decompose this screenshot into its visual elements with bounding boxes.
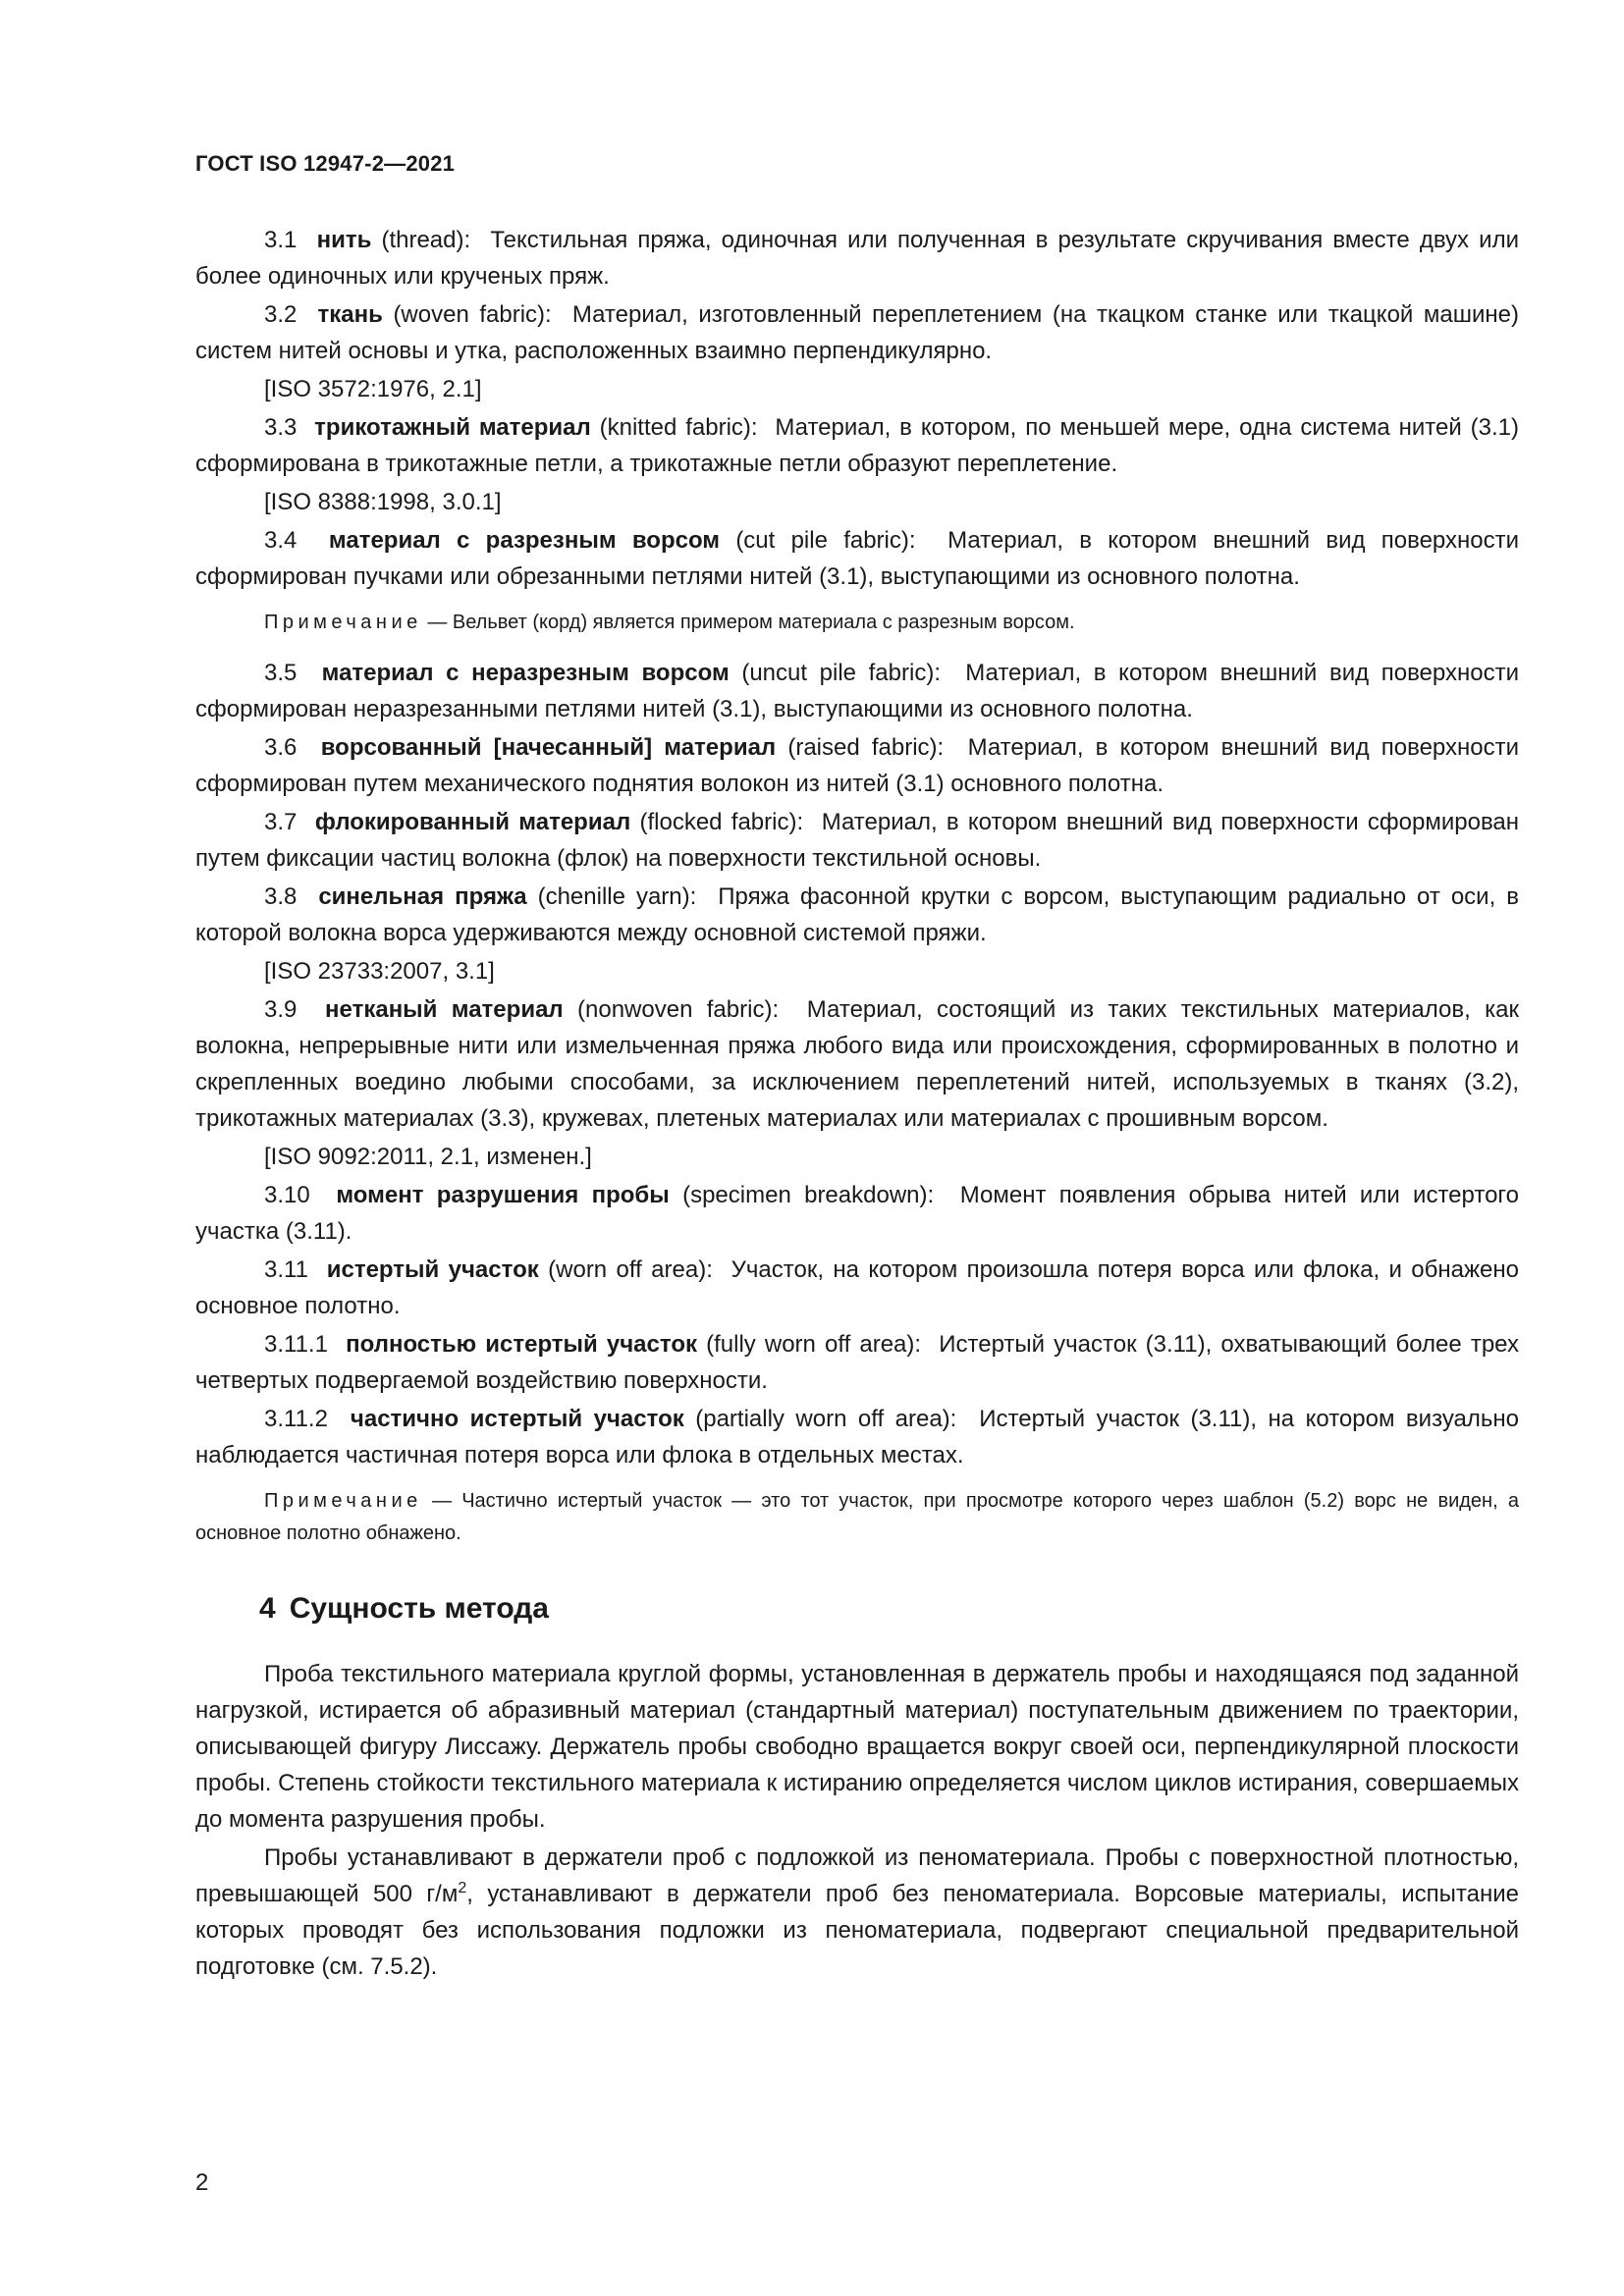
source-reference: [ISO 3572:1976, 2.1] [264, 376, 482, 402]
note-label: Примечание [264, 1490, 422, 1512]
superscript: 2 [458, 1880, 467, 1896]
standard-header: ГОСТ ISO 12947-2—2021 [195, 151, 456, 176]
term-english: (specimen breakdown): [682, 1182, 935, 1208]
term-english: (cut pile fabric): [735, 527, 916, 554]
term-number: 3.1 [264, 227, 298, 253]
term-3-11-2 [195, 1401, 1519, 1473]
term-3-8 [195, 879, 1519, 951]
term-definition: Текстильная пряжа, одиночная или полученная в результате скручивания вместе двух или более одиночных или крученых пряж. [195, 227, 1519, 290]
term-3-11-1 [195, 1326, 1519, 1399]
term-3-2 [195, 296, 1519, 369]
term-number: 3.5 [264, 660, 298, 686]
term-3-11 [195, 1252, 1519, 1324]
term-name: синельная пряжа [318, 883, 527, 910]
term-number: 3.6 [264, 734, 298, 761]
term-3-4 [195, 522, 1519, 595]
source-reference: [ISO 8388:1998, 3.0.1] [264, 489, 502, 515]
note-label: Примечание [264, 612, 422, 633]
page-content [195, 222, 1519, 1987]
term-definition: Материал, состоящий из таких текстильных материалов, как волокна, непрерывные нити или измельченная пряжа любого вида или происхождения, сформированных в полотно и скрепленных воедино любыми способами, за исключением переплетений нитей, используемых в тканях (3.2), трикотажных материалах (3.3), кружевах, плетеных материалах или материалах с прошивным ворсом. [195, 996, 1519, 1132]
term-number: 3.7 [264, 809, 298, 835]
term-name: ворсованный [начесанный] материал [320, 734, 777, 761]
term-definition: Истертый участок (3.11), охватывающий более трех четвертых подвергаемой воздействию поверхности. [195, 1331, 1519, 1394]
term-english: (fully worn off area): [706, 1331, 922, 1358]
term-english: (woven fabric): [393, 301, 552, 328]
term-name: частично истертый участок [350, 1406, 684, 1432]
term-name: ткань [317, 301, 383, 328]
term-name: нить [316, 227, 372, 253]
term-english: (nonwoven fabric): [577, 996, 780, 1023]
note [195, 1485, 1519, 1550]
term-3-10 [195, 1177, 1519, 1250]
term-3-3 [195, 409, 1519, 482]
page-number: 2 [195, 2169, 209, 2196]
section-paragraph [195, 1840, 1519, 1985]
source-reference: [ISO 9092:2011, 2.1, изменен.] [264, 1144, 592, 1170]
term-name: флокированный материал [314, 809, 631, 835]
term-name: материал с неразрезным ворсом [321, 660, 730, 686]
term-english: (uncut pile fabric): [741, 660, 941, 686]
term-number: 3.11.1 [264, 1331, 328, 1358]
term-3-9 [195, 991, 1519, 1137]
section-title: Сущность метода [289, 1592, 549, 1625]
section-paragraph: Проба текстильного материала круглой формы, установленная в держатель пробы и находящаяся под заданной нагрузкой, истирается об абразивный материал (стандартный материал) поступательным движением по траектории, описывающей фигуру Лиссажу. Держатель пробы свободно вращается вокруг своей оси, перпендикулярной плоскости пробы. Степень стойкости текстильного материала к истиранию определяется числом циклов истирания, совершаемых до момента разрушения пробы. [195, 1661, 1519, 1833]
term-definition: Участок, на котором произошла потеря ворса или флока, и обнажено основное полотно. [195, 1256, 1519, 1319]
paragraph-text: Пробы устанавливают в держатели проб с подложкой из пеноматериала. Пробы с поверхностной плотностью, превышающей 500 г/м [195, 1844, 1519, 1907]
term-number: 3.9 [264, 996, 298, 1023]
section-heading [259, 1589, 1519, 1629]
note [195, 607, 1519, 639]
term-english: (raised fabric): [787, 734, 945, 761]
term-number: 3.4 [264, 527, 298, 554]
term-number: 3.11 [264, 1256, 308, 1283]
term-3-1 [195, 222, 1519, 294]
term-english: (partially worn off area): [695, 1406, 957, 1432]
term-definition: Материал, изготовленный переплетением (на ткацком станке или ткацкой машине) систем нитей основы и утка, расположенных взаимно перпендикулярно. [195, 301, 1519, 364]
term-name: момент разрушения пробы [336, 1182, 670, 1208]
term-english: (thread): [381, 227, 471, 253]
paragraph-text: , устанавливают в держатели проб без пеноматериала. Ворсовые материалы, испытание которых проводят без использования подложки из пеноматериала, подвергают специальной предварительной подготовке (см. 7.5.2). [195, 1881, 1519, 1980]
term-number: 3.8 [264, 883, 298, 910]
term-definition: Материал, в котором внешний вид поверхности сформирован путем механического поднятия волокон из нитей (3.1) основного полотна. [195, 734, 1520, 797]
term-english: (chenille yarn): [537, 883, 697, 910]
term-english: (worn off area): [548, 1256, 713, 1283]
term-definition: Момент появления обрыва нитей или истертого участка (3.11). [195, 1182, 1519, 1245]
term-number: 3.11.2 [264, 1406, 328, 1432]
term-name: трикотажный материал [314, 414, 591, 441]
source-reference: [ISO 23733:2007, 3.1] [264, 958, 495, 985]
term-number: 3.2 [264, 301, 298, 328]
term-name: нетканый материал [325, 996, 564, 1023]
term-english: (knitted fabric): [599, 414, 758, 441]
term-name: полностью истертый участок [346, 1331, 697, 1358]
section-number: 4 [259, 1592, 276, 1625]
term-definition: Материал, в котором, по меньшей мере, одна система нитей (3.1) сформирована в трикотажные петли, а трикотажные петли образуют переплетение. [195, 414, 1519, 477]
term-3-5 [195, 655, 1519, 727]
note-text: — Вельвет (корд) является примером материала с разрезным ворсом. [427, 612, 1075, 633]
term-definition: Пряжа фасонной крутки с ворсом, выступающим радиально от оси, в которой волокна ворса удерживаются между основной системой пряжи. [195, 883, 1519, 946]
term-name: материал с разрезным ворсом [328, 527, 721, 554]
term-definition: Материал, в котором внешний вид поверхности сформирован пучками или обрезанными петлями нитей (3.1), выступающими из основного полотна. [195, 527, 1519, 590]
term-number: 3.3 [264, 414, 298, 441]
term-english: (flocked fabric): [639, 809, 804, 835]
term-3-7 [195, 804, 1519, 877]
term-number: 3.10 [264, 1182, 310, 1208]
term-definition: Материал, в котором внешний вид поверхности сформирован неразрезанными петлями нитей (3.1), выступающими из основного полотна. [195, 660, 1519, 722]
term-3-6 [195, 729, 1519, 802]
term-definition: Материал, в котором внешний вид поверхности сформирован путем фиксации частиц волокна (флок) на поверхности текстильной основы. [195, 809, 1520, 872]
note-text: — Частично истертый участок — это тот участок, при просмотре которого через шаблон (5.2) ворс не виден, а основное полотно обнажено. [195, 1490, 1519, 1544]
term-definition: Истертый участок (3.11), на котором визуально наблюдается частичная потеря ворса или флока в отдельных местах. [195, 1406, 1520, 1468]
term-name: истертый участок [326, 1256, 539, 1283]
